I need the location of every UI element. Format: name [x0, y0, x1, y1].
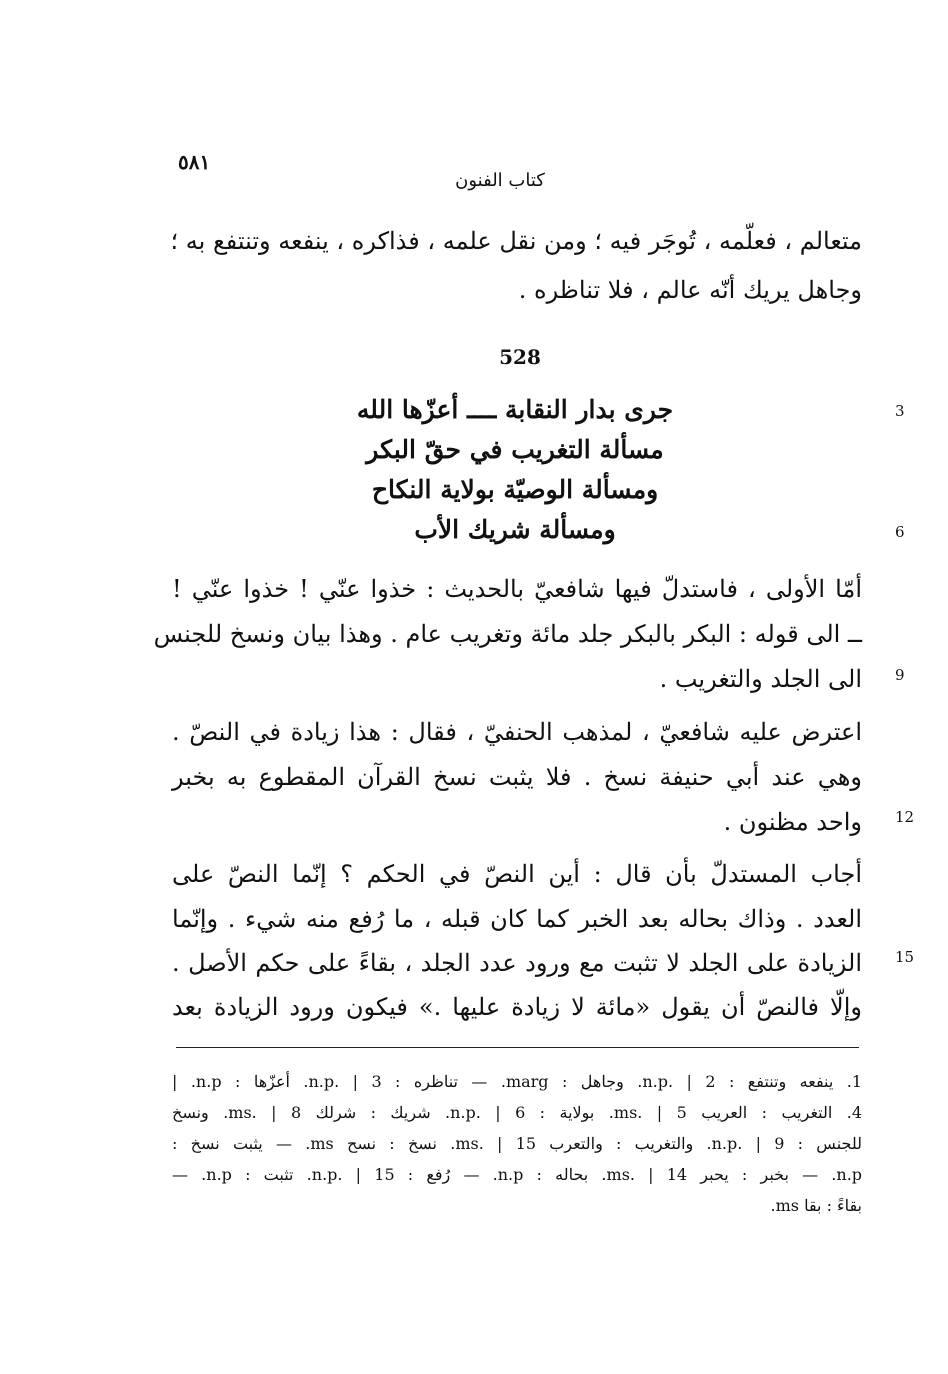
body-line: ــ الى قوله : البكر بالبكر جلد مائة وتغريب عام . وهذا بيان ونسخ للجنس: [153, 620, 862, 648]
body-line: العدد . وذاك بحاله بعد الخبر كما كان قبله ، ما رُفع منه شيء . وإنّما: [172, 905, 862, 933]
line-number: 6: [895, 523, 905, 541]
footnote-line: بقاءً : بقا ms.: [770, 1196, 862, 1215]
section-number: 528: [499, 345, 541, 369]
intro-line: متعالم ، فعلّمه ، تُوجَر فيه ؛ ومن نقل علمه ، فذاكره ، ينفعه وتنتفع به ؛: [170, 227, 862, 255]
section-title-line: ومسألة الوصيّة بولاية النكاح: [371, 475, 659, 504]
body-line: الزيادة على الجلد لا تثبت مع ورود عدد الجلد ، بقاءً على حكم الأصل .: [172, 949, 862, 977]
running-head: كتاب الفنون: [455, 170, 545, 191]
footnote-divider: [176, 1047, 859, 1048]
line-number: 9: [895, 666, 905, 684]
intro-line: وجاهل يريك أنّه عالم ، فلا تناظره .: [518, 276, 862, 304]
footnote-line: للجنس : n.p. | 9. والتغريب : والتعرب ms. | 15. نسخ : نسح ms. — يثبت نسخ :: [172, 1134, 863, 1153]
body-line: أمّا الأولى ، فاستدلّ فيها شافعيّ بالحديث : خذوا عنّي ! خذوا عنّي !: [172, 575, 862, 603]
line-number: 15: [895, 948, 915, 966]
footnote-line: n.p. — بخبر : يحبر ms. | 14. بحاله : n.p. — رُفع : n.p. | 15. تثبت : n.p. —: [172, 1165, 863, 1184]
section-title-line: مسألة التغريب في حقّ البكر: [366, 435, 664, 464]
page-number: ٥٨١: [178, 150, 211, 174]
line-number: 12: [895, 808, 915, 826]
body-line: وهي عند أبي حنيفة نسخ . فلا يثبت نسخ القرآن المقطوع به بخبر: [172, 763, 862, 791]
section-title-line: ومسألة شريك الأب: [414, 515, 616, 544]
line-number: 3: [895, 402, 905, 420]
body-line: الى الجلد والتغريب .: [659, 665, 862, 693]
body-line: أجاب المستدلّ بأن قال : أين النصّ في الحكم ؟ إنّما النصّ على: [172, 860, 862, 888]
body-line: اعترض عليه شافعيّ ، لمذهب الحنفيّ ، فقال : هذا زيادة في النصّ .: [172, 718, 862, 746]
section-title-line: جرى بدار النقابة ــــ أعزّها الله: [356, 395, 674, 424]
body-line: واحد مظنون .: [723, 808, 862, 836]
footnote-line: 1. ينفعه وتنتفع : n.p. | 2. وجاهل : marg. — تناظره : n.p. | 3. أعزّها : n.p. |: [172, 1072, 863, 1091]
footnote-line: 4. التغريب : العريب ms. | 5. بولاية : n.p. | 6. شريك : شرلك ms. | 8. ونسخ: [172, 1103, 863, 1122]
body-line: وإلّا فالنصّ أن يقول «مائة لا زيادة عليها .» فيكون ورود الزيادة بعد: [172, 993, 862, 1021]
